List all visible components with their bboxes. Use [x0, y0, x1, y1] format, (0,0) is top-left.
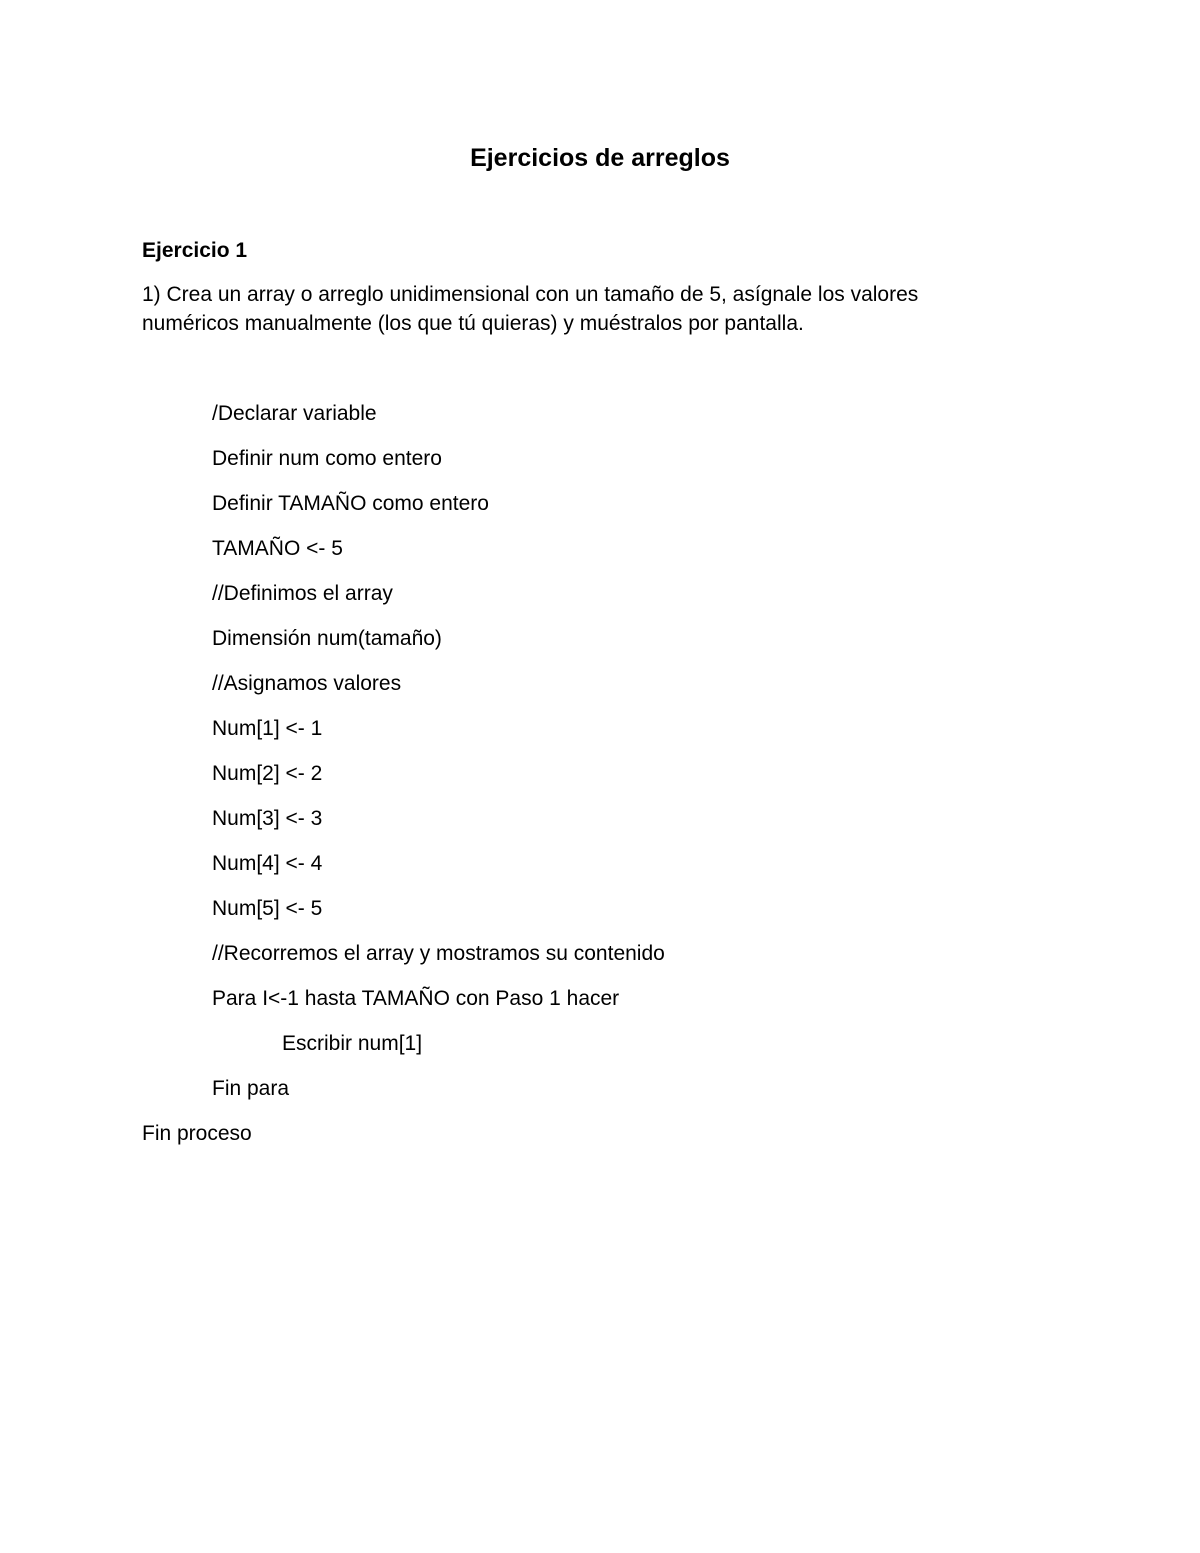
- code-line: Para I<-1 hasta TAMAÑO con Paso 1 hacer: [212, 987, 620, 1010]
- code-line: Num[5] <- 5: [212, 897, 323, 920]
- document-title: Ejercicios de arreglos: [470, 144, 730, 172]
- code-line: Num[4] <- 4: [212, 852, 323, 875]
- code-line: Fin para: [212, 1077, 290, 1100]
- code-line: //Asignamos valores: [212, 672, 402, 695]
- code-line: //Recorremos el array y mostramos su contenido: [212, 942, 665, 965]
- description-line-1: 1) Crea un array o arreglo unidimensional con un tamaño de 5, asígnale los valores: [142, 283, 919, 306]
- code-line-indented: Escribir num[1]: [282, 1032, 423, 1055]
- code-line: Num[3] <- 3: [212, 807, 323, 830]
- code-line: Dimensión num(tamaño): [212, 627, 442, 650]
- code-line: Num[1] <- 1: [212, 717, 323, 740]
- exercise-heading: Ejercicio 1: [142, 239, 248, 262]
- pseudocode-block: [212, 398, 665, 1118]
- exercise-description: [142, 280, 1042, 338]
- code-line: Num[2] <- 2: [212, 762, 323, 785]
- description-line-2: numéricos manualmente (los que tú quieras) y muéstralos por pantalla.: [142, 312, 804, 335]
- code-line: TAMAÑO <- 5: [212, 537, 343, 560]
- closing-line: Fin proceso: [142, 1122, 252, 1145]
- code-line: //Definimos el array: [212, 582, 393, 605]
- code-line: Definir TAMAÑO como entero: [212, 492, 489, 515]
- code-line: Definir num como entero: [212, 447, 442, 470]
- code-line: /Declarar variable: [212, 402, 377, 425]
